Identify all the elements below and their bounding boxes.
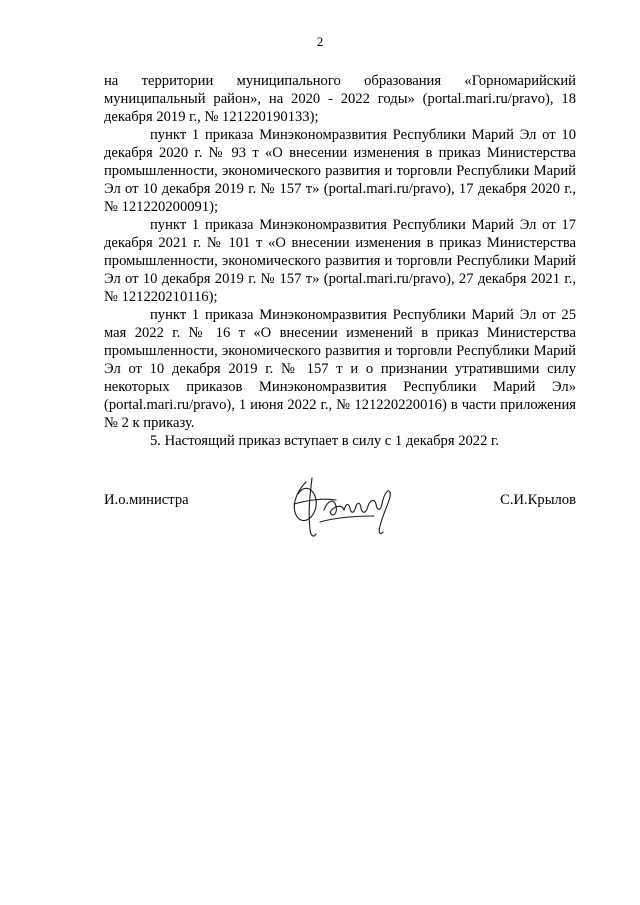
- handwritten-signature: [284, 470, 404, 542]
- signatory-title: И.о.министра: [104, 492, 189, 508]
- paragraph-5: 5. Настоящий приказ вступает в силу с 1 декабря 2022 г.: [150, 433, 500, 449]
- paragraph-4: пункт 1 приказа Минэкономразвития Республики Марий Эл от 25 мая 2022 г. № 16 т «О внесении изменений в приказ Министерства промышленности, экономического развития и торговли Республики Марий Эл от 10 декабря 2019 г. № 157 т и о признании утратившими силу некоторых приказов Минэкономразвития Республики Марий Эл» (portal.mari.ru/pravo), 1 июня 2022 г., № 121220220016) в части приложения № 2 к приказу.: [104, 307, 576, 431]
- signatory-name: С.И.Крылов: [500, 492, 576, 508]
- document-body: [104, 72, 576, 450]
- signature-block: [104, 470, 576, 550]
- paragraph-2: пункт 1 приказа Минэкономразвития Республики Марий Эл от 10 декабря 2020 г. № 93 т «О внесении изменения в приказ Министерства промышленности, экономического развития и торговли Республики Марий Эл от 10 декабря 2019 г. № 157 т» (portal.mari.ru/pravo), 17 декабря 2020 г., № 121220200091);: [104, 127, 576, 215]
- paragraph-1: на территории муниципального образования «Горномарийский муниципальный район», на 2020 - 2022 годы» (portal.mari.ru/pravo), 18 декабря 2019 г., № 121220190133);: [104, 73, 576, 125]
- page-number: 2: [316, 34, 324, 49]
- paragraph-3: пункт 1 приказа Минэкономразвития Республики Марий Эл от 17 декабря 2021 г. № 101 т «О внесении изменения в приказ Министерства промышленности, экономического развития и торговли Республики Марий Эл от 10 декабря 2019 г. № 157 т» (portal.mari.ru/pravo), 27 декабря 2021 г., № 121220210116);: [104, 217, 576, 305]
